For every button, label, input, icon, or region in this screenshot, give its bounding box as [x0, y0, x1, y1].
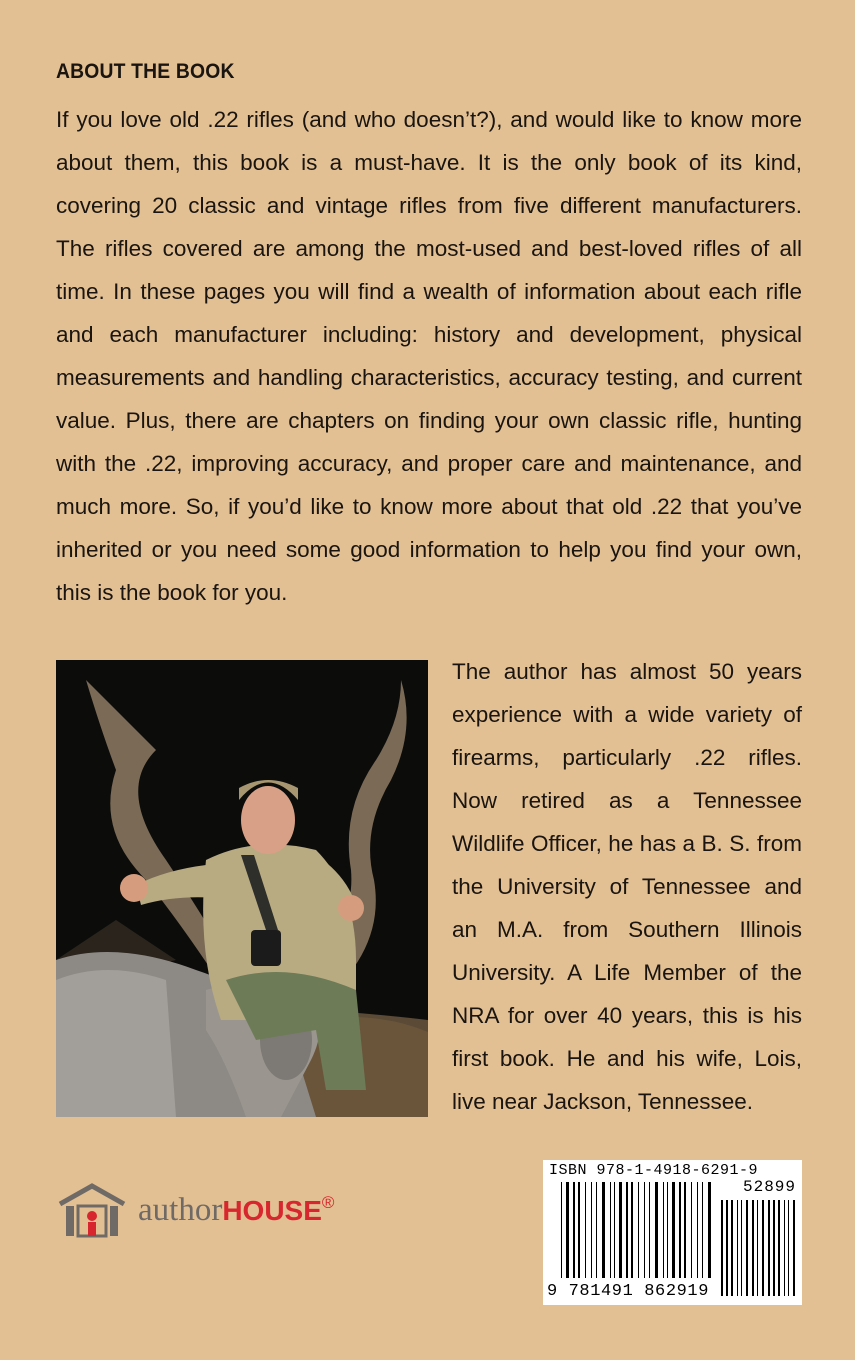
barcode-bar: [655, 1182, 658, 1278]
barcode-bar: [793, 1200, 795, 1296]
barcode-bar: [602, 1182, 605, 1278]
barcode-bar: [631, 1182, 633, 1278]
barcode-bar: [788, 1200, 789, 1296]
barcode-bar: [649, 1182, 650, 1278]
barcode-bar: [762, 1200, 764, 1296]
barcode-bar: [752, 1200, 754, 1296]
barcode-bar: [626, 1182, 628, 1278]
barcode-bar: [778, 1200, 780, 1296]
about-heading: ABOUT THE BOOK: [56, 60, 235, 83]
publisher-logo: [56, 1180, 334, 1240]
barcode-bar: [737, 1200, 738, 1296]
ean-digits: 9 781491 862919: [547, 1282, 710, 1301]
barcode-bar: [578, 1182, 580, 1278]
barcode-bar: [619, 1182, 622, 1278]
barcode-bar: [672, 1182, 675, 1278]
barcode-bar: [614, 1182, 615, 1278]
barcode-bar: [573, 1182, 575, 1278]
barcode-bar: [566, 1182, 569, 1278]
barcode-bar: [591, 1182, 592, 1278]
barcode-bar: [561, 1182, 562, 1278]
barcode-bar: [702, 1182, 703, 1278]
barcode-bar: [708, 1182, 711, 1278]
barcode-bar: [697, 1182, 698, 1278]
author-photo: [56, 660, 428, 1117]
barcode-bar: [585, 1182, 586, 1278]
barcode-bar: [691, 1182, 692, 1278]
barcode-bar: [726, 1200, 728, 1296]
isbn-barcode: [543, 1160, 802, 1305]
barcode-bar: [679, 1182, 681, 1278]
house-logo-icon: [56, 1182, 128, 1238]
barcode-bar: [784, 1200, 785, 1296]
barcode-bar: [741, 1200, 742, 1296]
publisher-name: authorHOUSE®: [138, 1191, 335, 1228]
barcode-bar: [667, 1182, 668, 1278]
barcode-bar: [768, 1200, 770, 1296]
barcode-bar: [663, 1182, 664, 1278]
barcode-bar: [596, 1182, 597, 1278]
barcode-bar: [773, 1200, 775, 1296]
barcode-bar: [684, 1182, 686, 1278]
author-bio: The author has almost 50 years experience with a wide variety of firearms, particularly .22 rifles. Now retired as a Tennessee Wildlife Officer, he has a B. S. from the University of Tennessee and an M.A. from Southern Illinois University. A Life Member of the NRA for over 40 years, this is his first book. He and his wife, Lois, live near Jackson, Tennessee.: [452, 659, 802, 1114]
barcode-bar: [610, 1182, 611, 1278]
barcode-bar: [746, 1200, 748, 1296]
isbn-label: ISBN 978-1-4918-6291-9: [549, 1162, 759, 1179]
book-description: If you love old .22 rifles (and who doesn’t?), and would like to know more about them, this book is a must-have. It is the only book of its kind, covering 20 classic and vintage rifles from five different manufacturers. The rifles covered are among the most-used and best-loved rifles of all time. In these pages you will find a wealth of information about each rifle and each manufacturer including: history and development, physical measurements and handling characteristics, accuracy testing, and current value. Plus, there are chapters on finding your own classic rifle, hunting with the .22, improving accuracy, and proper care and maintenance, and much more. So, if you’d like to know more about that old .22 that you’ve inherited or you need some good information to help you find your own, this is the book for you.: [56, 107, 802, 605]
barcode-bar: [757, 1200, 758, 1296]
price-code: 52899: [742, 1178, 796, 1196]
barcode-bar: [721, 1200, 723, 1296]
barcode-bar: [644, 1182, 645, 1278]
barcode-bar: [731, 1200, 733, 1296]
barcode-bar: [638, 1182, 639, 1278]
